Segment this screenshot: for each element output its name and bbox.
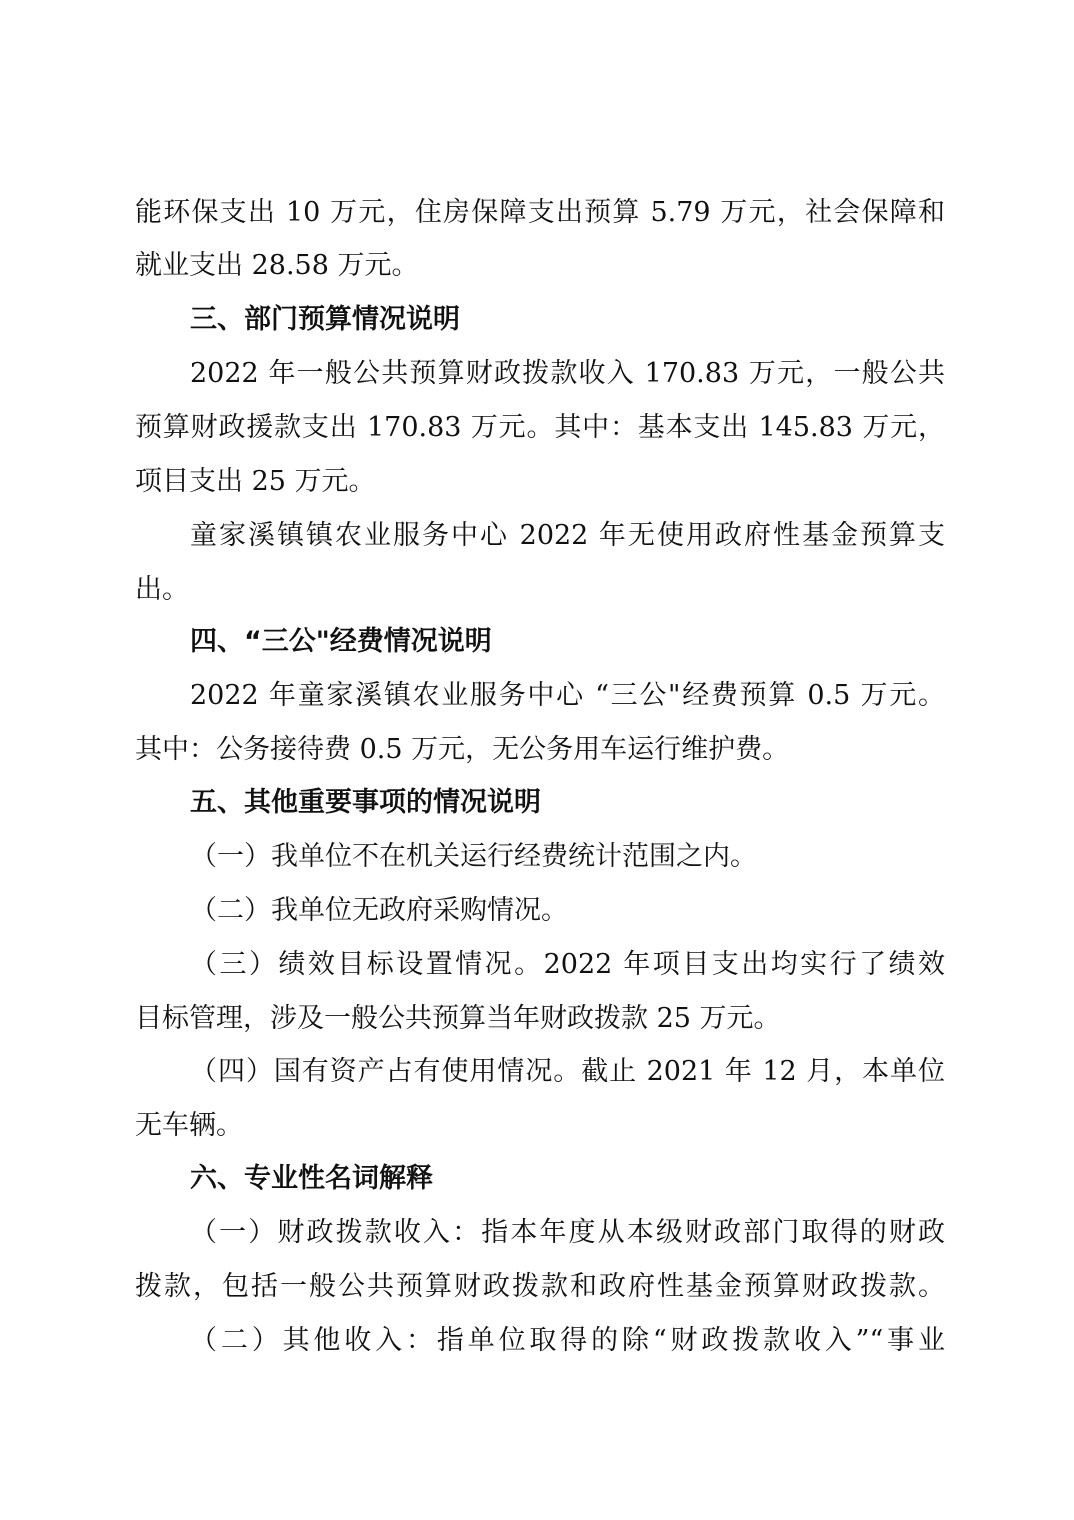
body-line: 2022 年童家溪镇农业服务中心 “三公"经费预算 0.5 万元。 [190, 680, 945, 711]
section-heading: 六、专业性名词解释 [190, 1163, 433, 1194]
body-line: 童家溪镇镇农业服务中心 2022 年无使用政府性基金预算支 [190, 520, 945, 551]
body-line: （二）我单位无政府采购情况。 [190, 895, 568, 926]
body-line: （一）财政拨款收入：指本年度从本级财政部门取得的财政 [190, 1217, 945, 1248]
section-heading: 四、“三公"经费情况说明 [190, 626, 492, 657]
body-line: 能环保支出 10 万元，住房保障支出预算 5.79 万元，社会保障和 [135, 197, 945, 228]
body-line: 预算财政援款支出 170.83 万元。其中：基本支出 145.83 万元， [135, 412, 945, 443]
body-line: （三）绩效目标设置情况。2022 年项目支出均实行了绩效 [190, 949, 945, 980]
section-heading: 五、其他重要事项的情况说明 [190, 787, 541, 818]
body-line: 其中：公务接待费 0.5 万元，无公务用车运行维护费。 [135, 734, 790, 765]
body-line: （二）其他收入：指单位取得的除“财政拨款收入”“事业 [190, 1325, 945, 1356]
body-line: 项目支出 25 万元。 [135, 466, 376, 497]
body-line: （四）国有资产占有使用情况。截止 2021 年 12 月，本单位 [190, 1056, 945, 1087]
body-line: 就业支出 28.58 万元。 [135, 250, 419, 281]
body-line: 无车辆。 [135, 1110, 243, 1141]
body-line: 目标管理，涉及一般公共预算当年财政拨款 25 万元。 [135, 1003, 781, 1034]
body-line: 拨款，包括一般公共预算财政拨款和政府性基金预算财政拨款。 [135, 1271, 945, 1302]
body-line: 2022 年一般公共预算财政拨款收入 170.83 万元，一般公共 [190, 358, 945, 389]
body-line: （一）我单位不在机关运行经费统计范围之内。 [190, 841, 757, 872]
body-line: 出。 [135, 574, 189, 605]
section-heading: 三、部门预算情况说明 [190, 304, 460, 335]
